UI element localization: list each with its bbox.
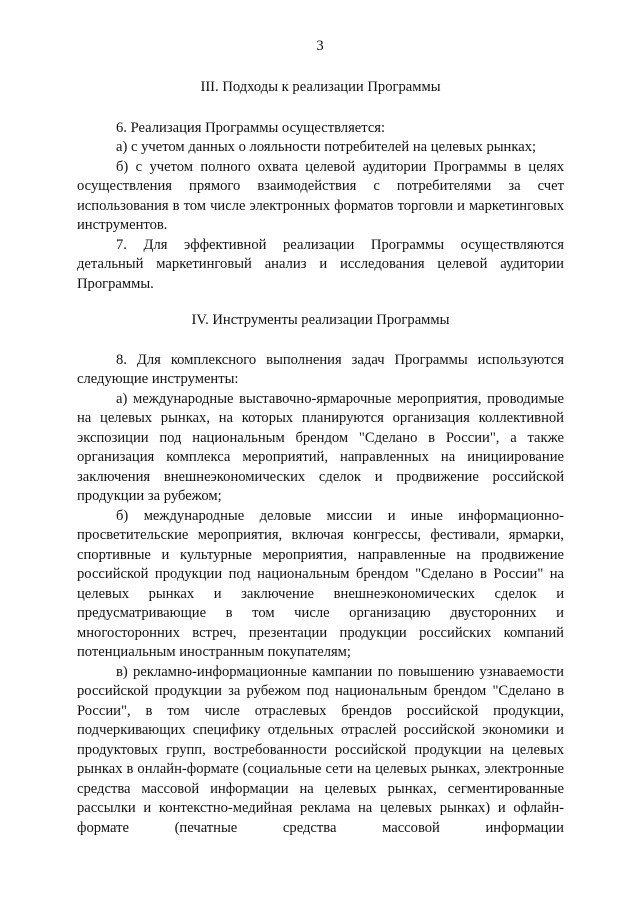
section-3-heading: III. Подходы к реализации Программы <box>200 79 441 95</box>
paragraph-6a: а) с учетом данных о лояльности потребителей на целевых рынках; <box>116 139 537 155</box>
document-body <box>77 72 564 838</box>
paragraph-6b: б) с учетом полного охвата целевой аудитории Программы в целях осуществления прямого взаимодействия с потребителями за счет использования в том числе электронных форматов торговли и маркетинговых инструментов. <box>77 158 564 233</box>
paragraph-8v: в) рекламно-информационные кампании по повышению узнаваемости российской продукции за рубежом под национальным брендом "Сделано в России", в том числе отраслевых брендов российской продукции, подчеркивающих специфику отдельных отраслей российской экономики и продуктовых групп, востребованности российской продукции на целевых рынках в онлайн-формате (социальные сети на целевых рынках, электронные средства массовой информации на целевых рынках, сегментированные рассылки и контекстно-медийная реклама на целевых рынках) и офлайн-формате (печатные средства массовой информации <box>77 663 564 836</box>
paragraph-8: 8. Для комплексного выполнения задач Программы используются следующие инструменты: <box>77 351 564 387</box>
section-4-heading: IV. Инструменты реализации Программы <box>191 312 450 328</box>
page-number: 3 <box>316 38 324 54</box>
paragraph-7: 7. Для эффективной реализации Программы осуществляются детальный маркетинговый анализ и исследования целевой аудитории Программы. <box>77 236 564 292</box>
paragraph-6: 6. Реализация Программы осуществляется: <box>116 119 386 136</box>
paragraph-8b: б) международные деловые миссии и иные информационно-просветительские мероприятия, включая конгрессы, фестивали, ярмарки, спортивные и культурные мероприятия, направленные на продвижение российской продукции под национальным брендом "Сделано в России" на целевых рынках и заключение внешнеэкономических сделок и предусматривающие в том числе организацию двусторонних и многосторонних встреч, презентации продукции российских компаний потенциальным иностранным покупателям; <box>77 507 564 660</box>
paragraph-8a: а) международные выставочно-ярмарочные мероприятия, проводимые на целевых рынках, на которых планируются организация коллективной экспозиции под национальным брендом "Сделано в России", а также организация комплекса мероприятий, направленных на инициирование заключения внешнеэкономических сделок и продвижение российской продукции за рубежом; <box>77 390 564 504</box>
